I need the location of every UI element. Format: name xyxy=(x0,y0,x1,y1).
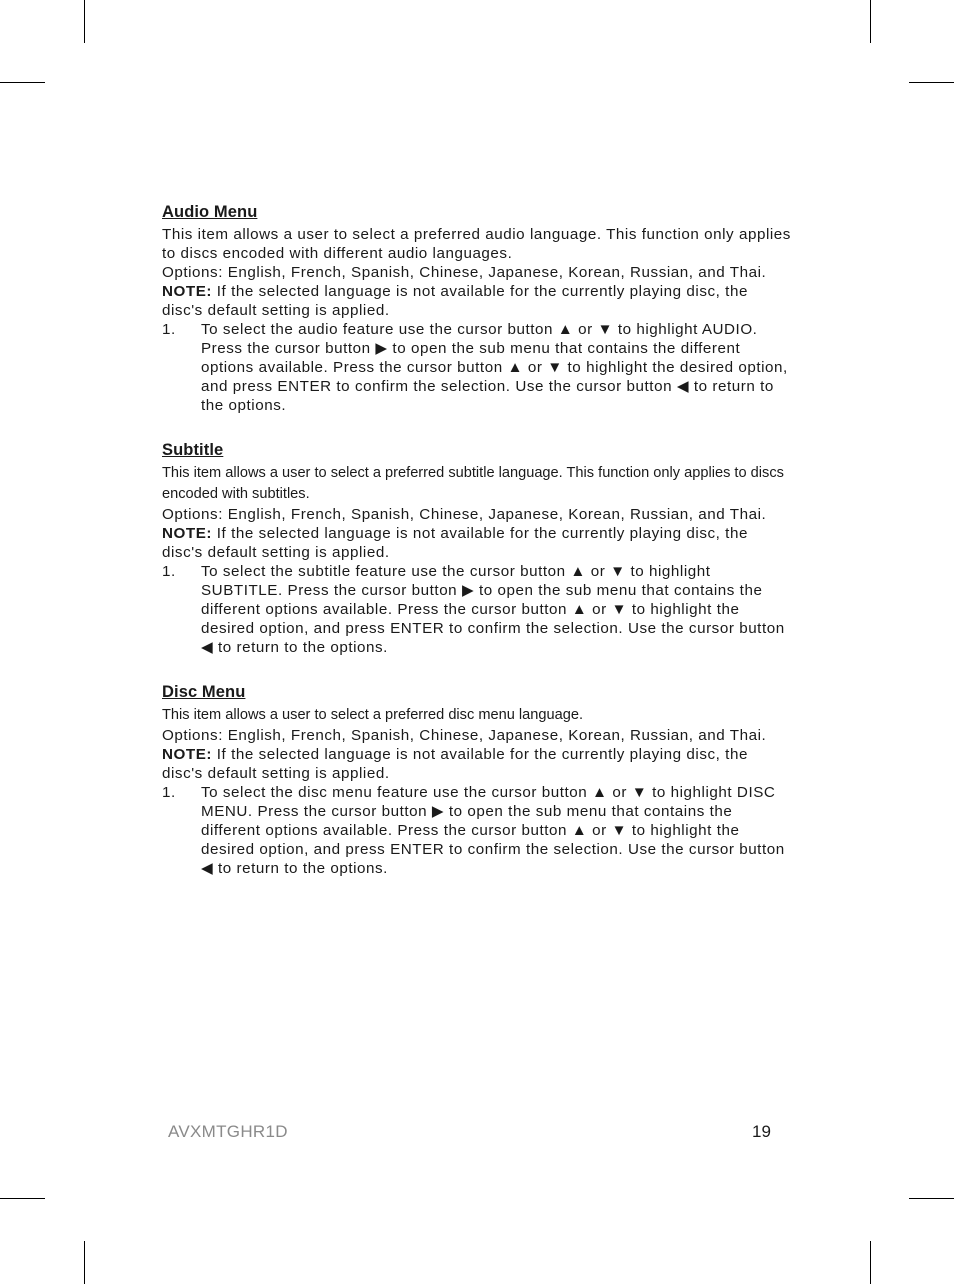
crop-mark-top-left xyxy=(84,0,85,43)
section-heading: Disc Menu xyxy=(162,683,246,701)
page-number: 19 xyxy=(752,1122,771,1141)
section-heading: Subtitle xyxy=(162,441,224,459)
audio-menu-section xyxy=(162,202,792,415)
step-item xyxy=(162,562,792,657)
crop-mark-top-right xyxy=(870,0,871,43)
section-intro: This item allows a user to select a preferred disc menu language. xyxy=(162,707,583,723)
page-content xyxy=(162,202,792,878)
section-options: Options: English, French, Spanish, Chinese, Japanese, Korean, Russian, and Thai. xyxy=(162,727,767,744)
section-intro: This item allows a user to select a preferred audio language. This function only applies to discs encoded with different audio languages. xyxy=(162,226,791,262)
note-label: NOTE: xyxy=(162,525,212,542)
step-number: 1. xyxy=(162,563,176,580)
model-code: AVXMTGHR1D xyxy=(168,1122,288,1141)
note-label: NOTE: xyxy=(162,746,212,763)
note-text: If the selected language is not available for the currently playing disc, the disc's default setting is applied. xyxy=(162,283,748,319)
step-item xyxy=(162,783,792,878)
section-note xyxy=(162,745,792,783)
step-text: To select the disc menu feature use the cursor button ▲ or ▼ to highlight DISC MENU. Press the cursor button ▶ to open the sub menu that contains the different options available. Press the cursor button ▲ or ▼ to highlight the desired option, and press ENTER to confirm the selection. Use the cursor button ◀ to return to the options. xyxy=(201,784,785,877)
crop-mark-right-bottom xyxy=(909,1198,954,1199)
note-label: NOTE: xyxy=(162,283,212,300)
step-number: 1. xyxy=(162,784,176,801)
section-options: Options: English, French, Spanish, Chinese, Japanese, Korean, Russian, and Thai. xyxy=(162,264,767,281)
crop-mark-bottom-left xyxy=(84,1241,85,1284)
crop-mark-bottom-right xyxy=(870,1241,871,1284)
crop-mark-right-top xyxy=(909,82,954,83)
step-item xyxy=(162,320,792,415)
step-text: To select the audio feature use the cursor button ▲ or ▼ to highlight AUDIO. Press the cursor button ▶ to open the sub menu that contains the different options available. Press the cursor button ▲ or ▼ to highlight the desired option, and press ENTER to confirm the selection. Use the cursor button ◀ to return to the options. xyxy=(201,321,788,414)
step-text: To select the subtitle feature use the cursor button ▲ or ▼ to highlight SUBTITLE. Press the cursor button ▶ to open the sub menu that contains the different options available. Press the cursor button ▲ or ▼ to highlight the desired option, and press ENTER to confirm the selection. Use the cursor button ◀ to return to the options. xyxy=(201,563,785,656)
note-text: If the selected language is not available for the currently playing disc, the disc's default setting is applied. xyxy=(162,525,748,561)
section-note xyxy=(162,282,792,320)
step-number: 1. xyxy=(162,321,176,338)
subtitle-section xyxy=(162,440,792,657)
section-note xyxy=(162,524,792,562)
crop-mark-left-top xyxy=(0,82,45,83)
section-heading: Audio Menu xyxy=(162,203,258,221)
note-text: If the selected language is not available for the currently playing disc, the disc's default setting is applied. xyxy=(162,746,748,782)
crop-mark-left-bottom xyxy=(0,1198,45,1199)
section-intro: This item allows a user to select a preferred subtitle language. This function only applies to discs encoded with subtitles. xyxy=(162,465,784,502)
section-options: Options: English, French, Spanish, Chinese, Japanese, Korean, Russian, and Thai. xyxy=(162,506,767,523)
disc-menu-section xyxy=(162,682,792,878)
